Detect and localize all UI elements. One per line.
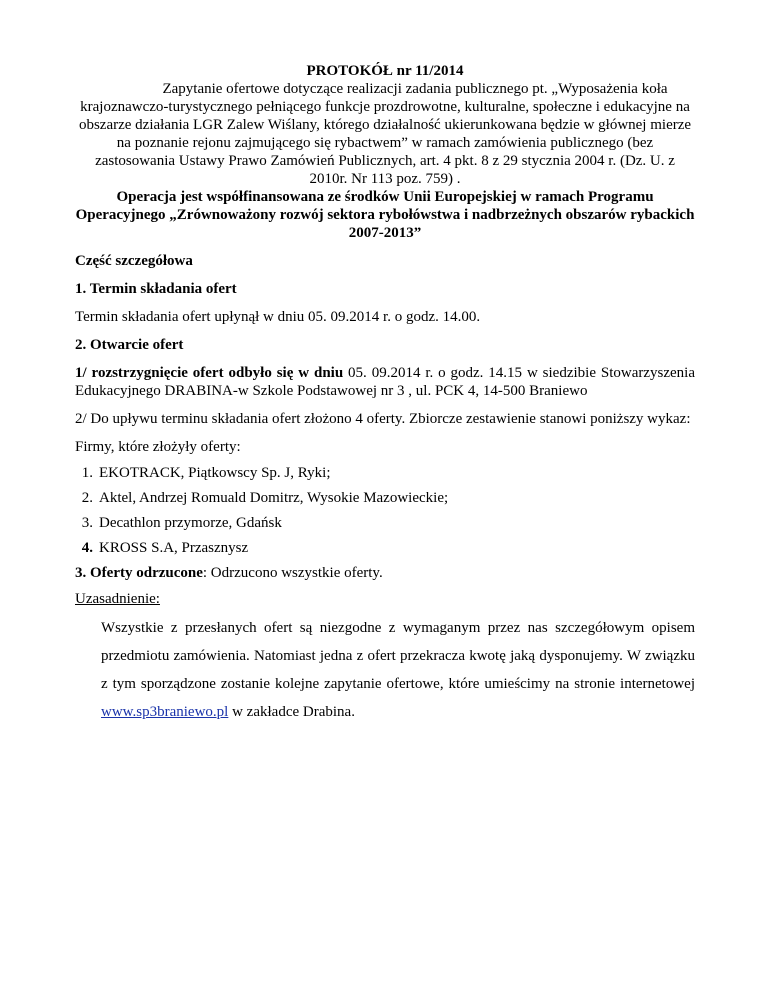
list-item xyxy=(75,514,695,532)
otwarcie-p1-bold: 1/ rozstrzygnięcie ofert odbyło się w dniu xyxy=(75,365,344,381)
section-otwarcie-heading: 2. Otwarcie ofert xyxy=(75,337,184,353)
uzasadnienie-text-after: w zakładce Drabina. xyxy=(228,704,355,720)
section-termin-heading: 1. Termin składania ofert xyxy=(75,281,237,297)
odrzucone-label: 3. Oferty odrzucone xyxy=(75,565,203,581)
otwarcie-paragraph-1 xyxy=(75,364,695,400)
section-czesc-szczegolowa: Część szczegółowa xyxy=(75,253,193,269)
document-page xyxy=(75,62,695,726)
otwarcie-paragraph-2: 2/ Do upływu terminu składania ofert złożono 4 oferty. Zbiorcze zestawienie stanowi poniższy wykaz: xyxy=(75,411,691,427)
list-item-number: 1. xyxy=(81,465,93,481)
list-item-text: Decathlon przymorze, Gdańsk xyxy=(99,515,282,531)
firmy-list xyxy=(75,464,695,557)
termin-text: Termin składania ofert upłynął w dniu 05. 09.2014 r. o godz. 14.00. xyxy=(75,309,481,325)
intro-text: Zapytanie ofertowe dotyczące realizacji zadania publicznego pt. „Wyposażenia koła krajoznawczo-turystycznego pełniącego funkcje prozdrowotne, kulturalne, społeczne i edukacyjne na obszarze działania LGR Zalew Wiślany, którego działalność ukierunkowana będzie w głównej mierze na poznanie rejonu zajmującego się rybactwem” w ramach zamówienia publicznego (bez zastosowania Ustawy Prawo Zamówień Publicznych, art. 4 pkt. 8 z 29 stycznia 2004 r. (Dz. U. z 2010r. Nr 113 poz. 759) . xyxy=(78,81,692,187)
list-item-number: 4. xyxy=(81,540,93,556)
list-item xyxy=(75,464,695,482)
otwarcie-p1-rest: 05. 09.2014 r. o godz. 14.15 w siedzibie Stowarzyszenia Edukacyjnego DRABINA-w Szkole Podstawowej nr 3 , ul. PCK 4, 14-500 Braniewo xyxy=(75,365,695,399)
uzasadnienie-body xyxy=(101,614,695,726)
list-item-text: Aktel, Andrzej Romuald Domitrz, Wysokie Mazowieckie; xyxy=(99,490,449,506)
firmy-label: Firmy, które złożyły oferty: xyxy=(75,439,241,455)
uzasadnienie-text-before: Wszystkie z przesłanych ofert są niezgodne z wymaganym przez nas szczegółowym opisem przedmiotu zamówienia. Natomiast jedna z ofert przekracza kwotę jaką dysponujemy. W związku z tym sporządzone zostanie kolejne zapytanie ofertowe, które umieścimy na stronie internetowej xyxy=(101,620,695,692)
intro-paragraph xyxy=(75,80,695,188)
website-link[interactable]: www.sp3braniewo.pl xyxy=(101,704,229,720)
list-item-text: EKOTRACK, Piątkowscy Sp. J, Ryki; xyxy=(99,465,331,481)
list-item xyxy=(75,539,695,557)
odrzucone-paragraph xyxy=(75,564,695,582)
odrzucone-text: : Odrzucono wszystkie oferty. xyxy=(202,565,383,581)
uzasadnienie-label: Uzasadnienie: xyxy=(75,591,160,607)
document-title: PROTOKÓŁ nr 11/2014 xyxy=(306,63,464,79)
list-item-text: KROSS S.A, Przasznysz xyxy=(99,540,249,556)
funding-statement: Operacja jest współfinansowana ze środków Unii Europejskiej w ramach Programu Operacyjnego „Zrównoważony rozwój sektora rybołówstwa i nadbrzeżnych obszarów rybackich 2007-2013” xyxy=(75,189,695,241)
list-item-number: 2. xyxy=(81,490,93,506)
list-item-number: 3. xyxy=(81,515,93,531)
list-item xyxy=(75,489,695,507)
